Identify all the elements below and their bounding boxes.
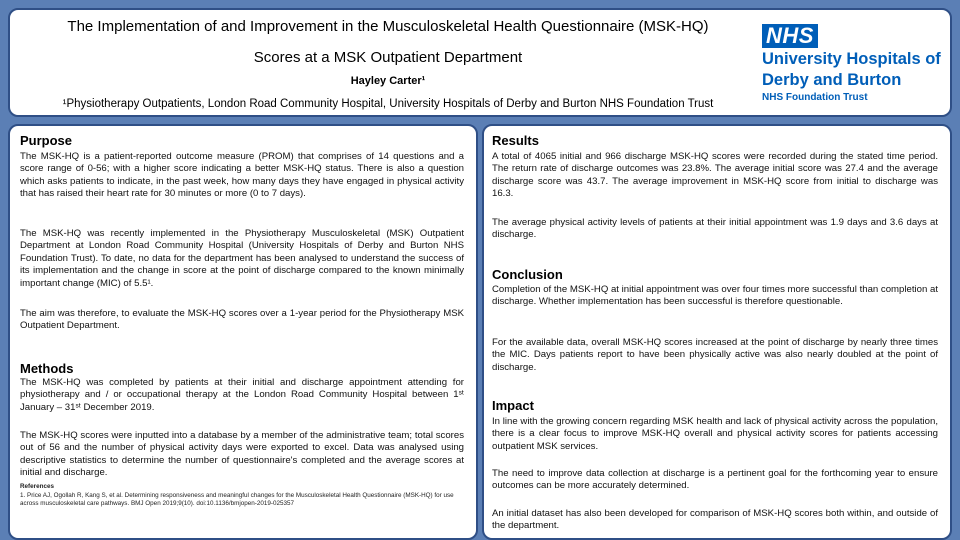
results-heading: Results: [492, 133, 539, 148]
nhs-logo: [762, 24, 948, 103]
poster-title-line-1: The Implementation of and Improvement in the Musculoskeletal Health Questionnaire (MSK-HQ): [67, 18, 709, 35]
methods-paragraph-2: The MSK-HQ scores were inputted into a database by a member of the administrative team; total scores out of 56 and the number of physical activity days were exported to excel. Data was analysed using descriptive statistics to determine the number of questionnaire's completed and the average scores at initial and discharge.: [20, 430, 464, 479]
methods-paragraph-1: The MSK-HQ was completed by patients at their initial and discharge appointment attending for physiotherapy and / or occupational therapy at the London Road Community Hospital between 1ˢᵗ January – 31ˢᵗ December 2019.: [20, 377, 464, 413]
purpose-paragraph-3: The aim was therefore, to evaluate the MSK-HQ scores over a 1-year period for the Physiotherapy MSK Outpatient Department.: [20, 308, 464, 332]
purpose-paragraph-1: The MSK-HQ is a patient-reported outcome measure (PROM) that comprises of 14 questions and a score range of 0-56; with a higher score indicating a better MSK-HQ status. There is also a question which asks patients to indicate, in the past week, how many days they have engaged in physical activity that has raised their heart rate for 30 minutes or more (0 to 7 days).: [20, 151, 464, 200]
poster-title-line-2: Scores at a MSK Outpatient Department: [253, 49, 523, 66]
purpose-heading: Purpose: [20, 133, 73, 148]
results-paragraph-2: The average physical activity levels of patients at their initial appointment was 1.9 days and 3.6 days at discharge.: [492, 217, 938, 241]
results-paragraph-1: A total of 4065 initial and 966 discharge MSK-HQ scores were recorded during the stated time period. The return rate of discharge outcomes was 23.8%. The average initial score was 27.4 and the average discharge score was 43.7. The average improvement in MSK-HQ score from initial to discharge was 16.3.: [492, 151, 938, 200]
impact-paragraph-1: In line with the growing concern regarding MSK health and lack of physical activity across the population, there is a clear focus to improve MSK-HQ overall and physical activity scores for patients accessing outpatient MSK services.: [492, 416, 938, 452]
impact-paragraph-3: An initial dataset has also been developed for comparison of MSK-HQ scores both within, and outside of the department.: [492, 508, 938, 532]
org-name-line-1: University Hospitals of: [762, 50, 941, 68]
right-column-panel: [482, 124, 952, 540]
org-name-line-2: Derby and Burton: [762, 71, 902, 89]
nhs-logo-mark: NHS: [762, 24, 818, 48]
trust-name: NHS Foundation Trust: [762, 92, 868, 103]
reference-item-1: 1. Price AJ, Ogollah R, Kang S, et al. Determining responsiveness and meaningful changes for the Musculoskeletal Health Questionnaire (MSK-HQ) for use across musculoskeletal care pathways. BMJ Open 2019;9(10). doi:10.1136/bmjopen-2019-025357: [20, 492, 454, 507]
conclusion-paragraph-2: For the available data, overall MSK-HQ scores increased at the point of discharge by nearly three times the MIC. Days patients report to have been physically active was also nearly doubled at the point of discharge.: [492, 337, 938, 373]
purpose-paragraph-2: The MSK-HQ was recently implemented in the Physiotherapy Musculoskeletal (MSK) Outpatient Department at London Road Community Hospital (University Hospitals of Derby and Burton NHS Foundation Trust). To date, no data for the department has been analysed to understand the success of its implementation and the change in score at the point of discharge compared to the known minimally important change (MIC) of 5.5¹.: [20, 228, 464, 289]
impact-heading: Impact: [492, 398, 534, 413]
impact-paragraph-2: The need to improve data collection at discharge is a pertinent goal for the forthcoming year to ensure outcomes can be more accurately determined.: [492, 468, 938, 492]
affiliation: ¹Physiotherapy Outpatients, London Road Community Hospital, University Hospitals of Derby and Burton NHS Foundation Trust: [62, 98, 714, 110]
references-heading: References: [20, 483, 54, 490]
header-panel: [8, 8, 952, 117]
author: Hayley Carter¹: [350, 75, 426, 87]
methods-heading: Methods: [20, 361, 74, 376]
left-column-panel: [8, 124, 478, 540]
conclusion-paragraph-1: Completion of the MSK-HQ at initial appointment was over four times more successful than completion at discharge. Whether implementation has been successful is therefore questionable.: [492, 284, 938, 308]
conclusion-heading: Conclusion: [492, 267, 563, 282]
